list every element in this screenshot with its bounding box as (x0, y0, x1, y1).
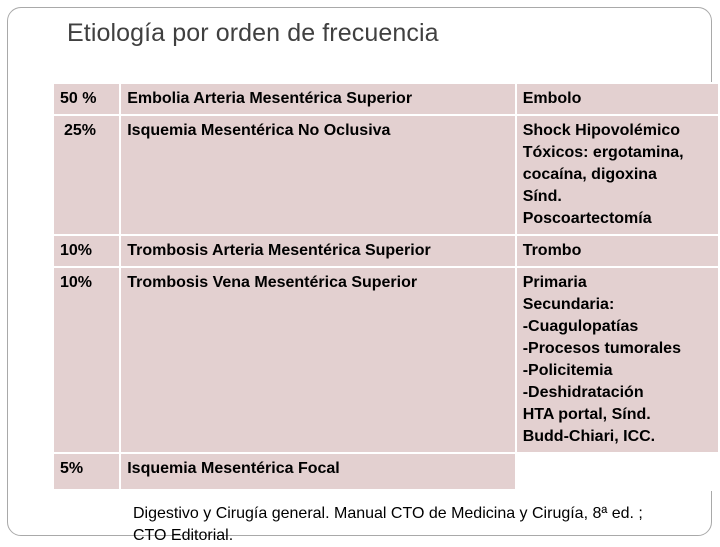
table-row (53, 235, 719, 267)
table-row (53, 453, 719, 490)
percentage-cell: 50 % (53, 83, 120, 115)
slide-title: Etiología por orden de frecuencia (67, 19, 439, 47)
source-citation (133, 503, 720, 547)
percentage-cell: 5% (53, 453, 120, 490)
etiology-cell (516, 453, 719, 490)
percentage-cell: 10% (53, 235, 120, 267)
etiology-cell: Embolo (516, 83, 719, 115)
cause-cell: Isquemia Mesentérica No Oclusiva (120, 115, 515, 235)
cause-cell: Trombosis Arteria Mesentérica Superior (120, 235, 515, 267)
cause-cell: Embolia Arteria Mesentérica Superior (120, 83, 515, 115)
citation-line: Digestivo y Cirugía general. Manual CTO de Medicina y Cirugía, 8ª ed. ; (133, 505, 643, 522)
etiology-cell: Primaria Secundaria: -Cuagulopatías -Procesos tumorales -Policitemia -Deshidratación HTA portal, Sínd. Budd-Chiari, ICC. (516, 267, 719, 453)
citation-line: CTO Editorial. (133, 527, 234, 544)
etiology-cell: Shock Hipovolémico Tóxicos: ergotamina, cocaína, digoxina Sínd. Poscoartectomía (516, 115, 719, 235)
table-row (53, 115, 719, 235)
cause-cell: Trombosis Vena Mesentérica Superior (120, 267, 515, 453)
etiology-cell: Trombo (516, 235, 719, 267)
cause-cell: Isquemia Mesentérica Focal (120, 453, 515, 490)
table-row (53, 83, 719, 115)
percentage-cell: 10% (53, 267, 120, 453)
etiology-table (52, 82, 720, 491)
percentage-cell: 25% (53, 115, 120, 235)
table-row (53, 267, 719, 453)
